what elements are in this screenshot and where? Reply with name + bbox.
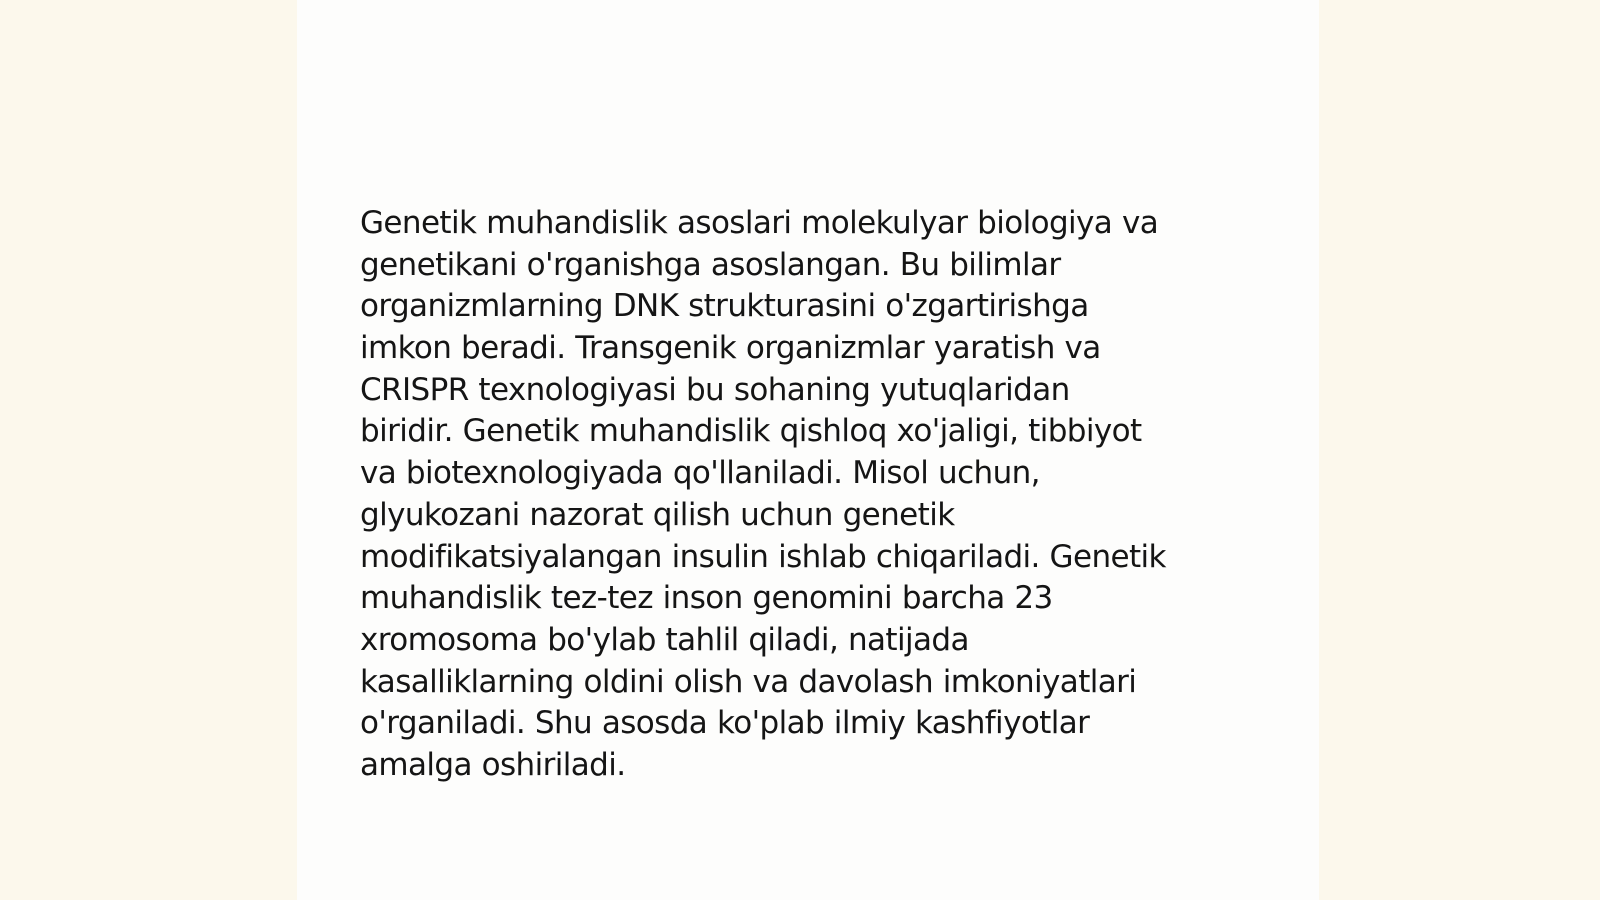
paragraph-line: kasalliklarning oldini olish va davolash imkoniyatlari [360, 663, 1137, 700]
paragraph-line: CRISPR texnologiyasi bu sohaning yutuqlaridan [360, 371, 1070, 408]
paragraph-line: amalga oshiriladi. [360, 746, 626, 783]
paragraph-line: muhandislik tez-tez inson genomini barcha 23 [360, 580, 1053, 617]
body-paragraph [360, 203, 1260, 787]
paragraph-line: biridir. Genetik muhandislik qishloq xo'jaligi, tibbiyot [360, 413, 1142, 450]
paragraph-line: imkon beradi. Transgenik organizmlar yaratish va [360, 330, 1101, 367]
document-page [297, 0, 1319, 900]
paragraph-line: organizmlarning DNK strukturasini o'zgartirishga [360, 288, 1089, 325]
paragraph-line: glyukozani nazorat qilish uchun genetik [360, 496, 955, 533]
paragraph-line: xromosoma bo'ylab tahlil qiladi, natijada [360, 621, 969, 658]
paragraph-line: genetikani o'rganishga asoslangan. Bu bilimlar [360, 246, 1061, 283]
paragraph-line: o'rganiladi. Shu asosda ko'plab ilmiy kashfiyotlar [360, 705, 1090, 742]
paragraph-line: Genetik muhandislik asoslari molekulyar biologiya va [360, 205, 1159, 241]
paragraph-line: modifikatsiyalangan insulin ishlab chiqariladi. Genetik [360, 538, 1166, 575]
paragraph-line: va biotexnologiyada qo'llaniladi. Misol uchun, [360, 455, 1040, 492]
